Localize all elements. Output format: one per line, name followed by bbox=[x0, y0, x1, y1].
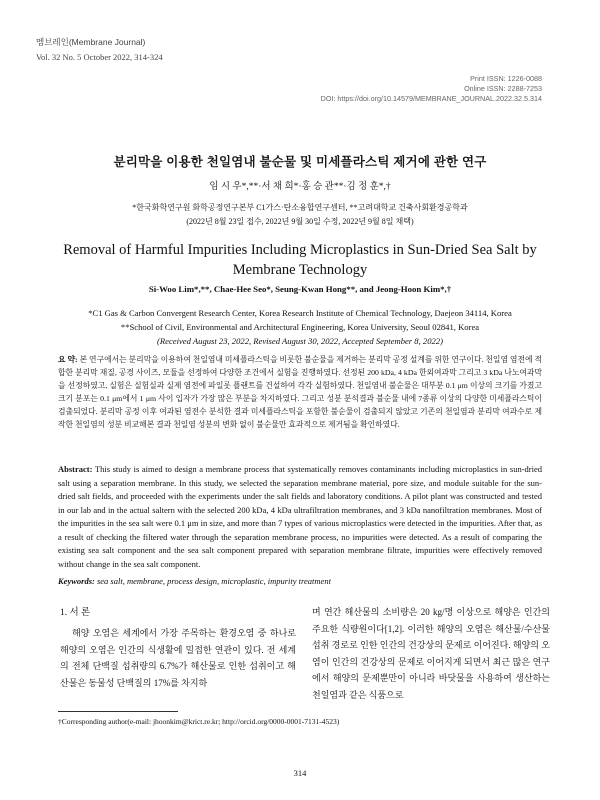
english-title bbox=[60, 240, 540, 280]
issn-doi-block bbox=[321, 74, 542, 104]
body-left-column: 해양 오염은 세계에서 가장 주목하는 환경오염 중 하나로 해양의 오염은 인간의 식생활에 밀접한 연관이 있다. 전 세계의 전체 단백질 섭취량의 6.7%가 해산물로 인한 섭취이고 해산물은 동물성 단백질의 17%를 차지하 bbox=[60, 628, 296, 688]
korean-affiliation-block bbox=[40, 201, 560, 229]
english-affiliation-block bbox=[36, 306, 564, 348]
journal-name: 멤브레인(Membrane Journal) bbox=[36, 37, 146, 47]
doi-link[interactable]: DOI: https://doi.org/10.14579/MEMBRANE_JOURNAL.2022.32.5.314 bbox=[320, 94, 542, 103]
english-abstract bbox=[58, 463, 542, 571]
page-number: 314 bbox=[293, 768, 307, 778]
korean-abstract-label: 요 약: bbox=[58, 355, 78, 364]
footnote-divider bbox=[58, 711, 178, 712]
korean-affiliation: *한국화학연구원 화학공정연구본부 C1가스·탄소융합연구센터, **고려대학교 건축사회환경공학과 bbox=[132, 203, 468, 212]
print-issn: Print ISSN: 1226-0088 bbox=[470, 74, 542, 83]
korean-abstract bbox=[58, 353, 542, 431]
korean-title: 분리막을 이용한 천일염내 불순물 및 미세플라스틱 제거에 관한 연구 bbox=[113, 155, 487, 169]
english-authors: Si-Woo Lim*,**, Chae-Hee Seo*, Seung-Kwan Hong**, and Jeong-Hoon Kim*,† bbox=[148, 284, 452, 294]
english-affiliation-2: **School of Civil, Environmental and Architectural Engineering, Korea University, Seoul 02841, Korea bbox=[120, 322, 480, 332]
english-title-line-2: Membrane Technology bbox=[232, 262, 368, 278]
english-received-dates: (Received August 23, 2022, Revised August 30, 2022, Accepted September 8, 2022) bbox=[157, 336, 443, 346]
english-abstract-label: Abstract: bbox=[58, 464, 93, 474]
keywords-line bbox=[58, 576, 542, 586]
english-abstract-text: This study is aimed to design a membrane process that systematically removes contaminants including microplastics in sun-dried salt using a separation membrane. In this study, we selected the separation membrane material, pore size, and module suitable for the sun-dried salt fields, and proceeded with the experiments under the salt fields and laboratory conditions. A pilot plant was constructed and tested in our lab and in the actual saltern with the selected 200 kDa, 4 kDa ultrafiltration membranes, and 3 kDa nanofiltration membranes. Most of the impurities in the sea salt were 0.1 μm in size, and more than 7 types of various microplastics were detected in the impurities. After that, as a result of checking the filtered water through the separation membrane process, no impurities were detected. As a result of comparing the existing sea salt component and the sea salt component prepared with separation membrane filtrate, impurities were effectively removed without change in the sea salt component. bbox=[58, 464, 542, 569]
keywords-list: sea salt, membrane, process design, microplastic, impurity treatment bbox=[96, 576, 331, 586]
keywords-label: Keywords: bbox=[58, 576, 95, 586]
english-affiliation-1: *C1 Gas & Carbon Convergent Research Center, Korea Research Institute of Chemical Technology, Daejeon 34114, Korea bbox=[88, 308, 512, 318]
korean-authors: 임 시 우*,**·서 채 희*·홍 승 관**·김 정 훈*,† bbox=[209, 182, 391, 192]
corresponding-author-footnote: †Corresponding author(e-mail: jhoonkim@krict.re.kr; http://orcid.org/0000-0001-7131-4523) bbox=[58, 717, 340, 726]
korean-dates: (2022년 8월 23일 접수, 2022년 9월 30일 수정, 2022년 9월 8일 채택) bbox=[186, 217, 414, 226]
english-title-line-1: Removal of Harmful Impurities Including Microplastics in Sun-Dried Sea Salt by bbox=[63, 242, 537, 258]
section-heading-introduction: 1. 서 론 bbox=[60, 608, 91, 618]
body-right-column: 며 연간 해산물의 소비량은 20 kg/명 이상으로 해양은 인간의 주요한 식량원이다[1,2]. 이러한 해양의 오염은 해산물/수산물 섭취 경로로 인한 인간의 건강상의 문제로 이어진다. 해양의 오염이 인간의 건강상의 문제로 이어지게 되면서 최근 많은 연구에서 해양의 문제뿐만이 아니라 바닷물을 사용하여 생산하는 천일염과 같은 식품으로 bbox=[312, 607, 550, 700]
online-issn: Online ISSN: 2288-7253 bbox=[464, 84, 542, 93]
korean-abstract-text: 본 연구에서는 분리막을 이용하여 천일염내 미세플라스틱을 비롯한 불순물을 제거하는 분리막 공정 설계를 위한 연구이다. 천일염 염전에 적합한 분리막 재질, 공경 사이즈, 모듈을 선정하여 다양한 조건에서 실험을 진행하였다. 선정된 200 kDa, 4 kDa 한외여과막 그리고 3 kDa 나노여과막을 선정하였고, 실험은 실험실과 실제 염전에 파일롯 플랜트를 건설하여 각각 실험하였다. 천일염내 불순물은 대부분 0.1 μm 이상의 크기를 가졌고 크기 분포는 0.1 μm에서 1 μm 사이 입자가 가장 많은 부분을 차지하였다. 그리고 성분 분석결과 불순물 내에 7종류 이상의 다양한 미세플라스틱이 검출되었다. 분리막 공정 이후 여과된 염전수 분석한 결과 미세플라스틱을 포함한 불순물이 검출되지 않았고 기존의 천일염과 분리막 여과수로 제작한 천일염의 성분 비교해본 결과 천일염 성분의 변화 없이 불순물만 효과적으로 제거됨을 확인하였다. bbox=[58, 355, 543, 429]
journal-volume-line: Vol. 32 No. 5 October 2022, 314-324 bbox=[36, 52, 163, 62]
